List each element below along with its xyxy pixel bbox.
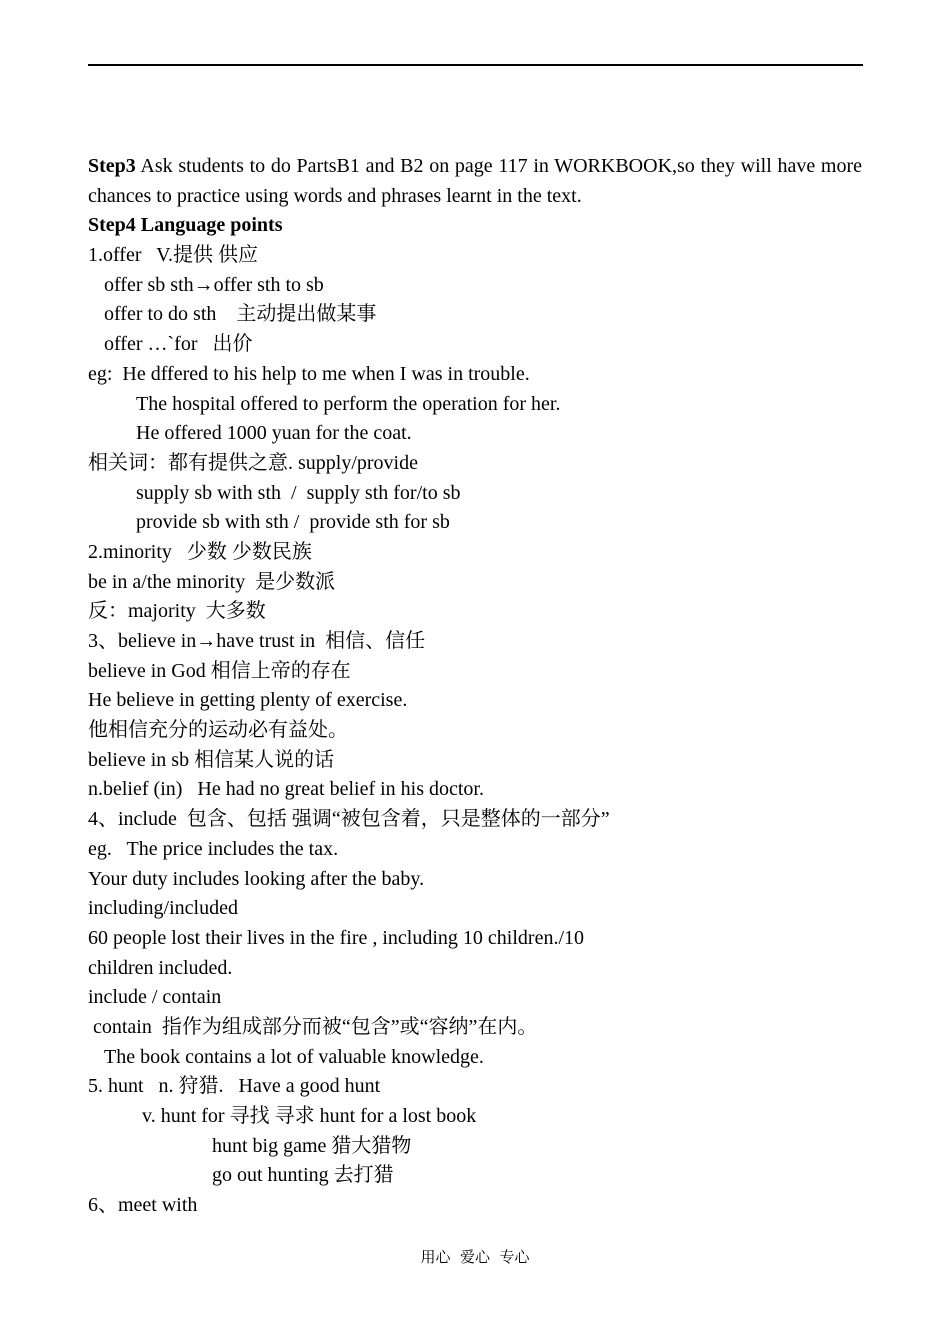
minority-usage: be in a/the minority 是少数派 — [88, 570, 336, 593]
offer-example-2: The hospital offered to perform the operation for her. — [136, 392, 561, 415]
supply-usage: supply sb with sth / supply sth for/to sb — [136, 481, 461, 504]
believe-translation: 他相信充分的运动必有益处。 — [88, 719, 348, 742]
offer-usage-2: offer to do sth 主动提出做某事 — [104, 303, 377, 326]
belief-noun: n.belief (in) He had no great belief in his doctor. — [88, 778, 484, 801]
provide-usage: provide sb with sth / provide sth for sb — [136, 511, 450, 534]
page-footer: 用心 爱心 专心 — [420, 1248, 530, 1266]
meet-with-heading: 6、meet with — [88, 1194, 198, 1217]
document-body — [88, 152, 862, 1221]
offer-usage-3: offer …`for 出价 — [104, 333, 253, 356]
header-rule — [88, 64, 863, 66]
hunt-verb: v. hunt for 寻找 寻求 hunt for a lost book — [142, 1105, 477, 1128]
step3-label: Step3 — [88, 155, 136, 177]
believe-usage-2: believe in sb 相信某人说的话 — [88, 748, 335, 771]
include-vs-contain: include / contain — [88, 986, 222, 1009]
step3-paragraph — [88, 152, 862, 211]
minority-antonym: 反：majority 大多数 — [88, 600, 266, 623]
including-example-2: children included. — [88, 956, 233, 979]
offer-example-1: eg: He dffered to his help to me when I was in trouble. — [88, 362, 530, 385]
offer-example-3: He offered 1000 yuan for the coat. — [136, 422, 412, 445]
believe-heading: 3、believe in→have trust in 相信、信任 — [88, 630, 426, 653]
including-included: including/included — [88, 897, 238, 920]
include-example-1: eg. The price includes the tax. — [88, 837, 339, 860]
believe-example: He believe in getting plenty of exercise. — [88, 689, 408, 712]
include-example-2: Your duty includes looking after the baby. — [88, 867, 425, 890]
contain-example: The book contains a lot of valuable knowledge. — [104, 1045, 484, 1068]
believe-usage-1: believe in God 相信上帝的存在 — [88, 659, 351, 682]
step4-heading: Step4 Language points — [88, 214, 283, 237]
related-words: 相关词：都有提供之意. supply/provide — [88, 451, 418, 474]
include-heading: 4、include 包含、包括 强调“被包含着，只是整体的一部分” — [88, 808, 610, 831]
hunt-usage-1: hunt big game 猎大猎物 — [212, 1134, 412, 1157]
minority-heading: 2.minority 少数 少数民族 — [88, 540, 312, 563]
hunt-heading: 5. hunt n. 狩猎. Have a good hunt — [88, 1075, 381, 1098]
offer-usage-1: offer sb sth→offer sth to sb — [104, 273, 324, 296]
including-example-1: 60 people lost their lives in the fire , including 10 children./10 — [88, 926, 585, 949]
step3-text: Ask students to do PartsB1 and B2 on page 117 in WORKBOOK,so they will have more chances to practice using words and phrases learnt in the text. — [88, 155, 862, 207]
offer-heading: 1.offer V.提供 供应 — [88, 244, 258, 267]
hunt-usage-2: go out hunting 去打猎 — [212, 1164, 394, 1187]
contain-definition: contain 指作为组成部分而被“包含”或“容纳”在内。 — [93, 1015, 538, 1038]
